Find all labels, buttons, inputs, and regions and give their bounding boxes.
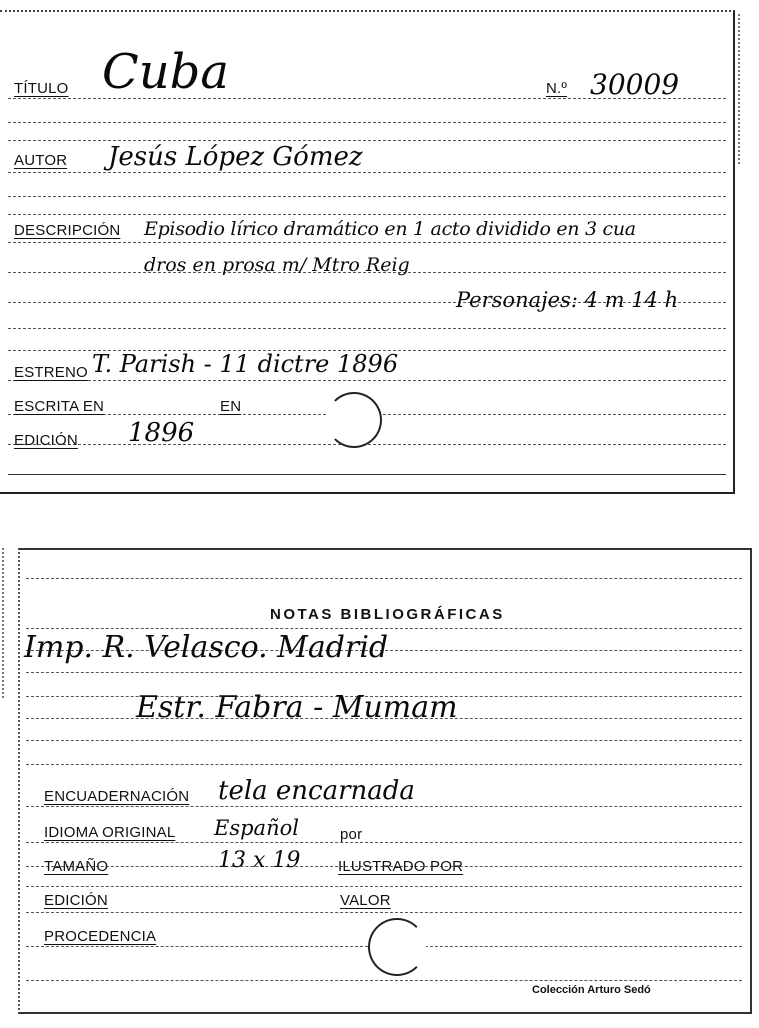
personajes-note: Personajes: 4 m 14 h (456, 288, 679, 312)
edicion-label: EDICIÓN (14, 432, 78, 449)
punch-hole (368, 918, 426, 976)
idioma-value: Español (214, 816, 299, 840)
rule-line (8, 140, 726, 141)
rule-line (26, 912, 742, 913)
scan-edge-noise (2, 548, 12, 698)
rule-line (26, 578, 742, 579)
tamano-value: 13 x 19 (218, 848, 301, 873)
en-label: EN (220, 398, 242, 415)
rule-line (26, 980, 742, 981)
procedencia-label: PROCEDENCIA (44, 928, 157, 945)
descripcion-line1: Episodio lírico dramático en 1 acto dividido en 3 cua (144, 218, 636, 240)
rule-line (8, 214, 726, 215)
titulo-value: Cuba (102, 44, 229, 100)
rule-line (8, 122, 726, 123)
rule-line (26, 842, 742, 843)
valor-label: VALOR (340, 892, 391, 909)
encuadernacion-value: tela encarnada (218, 776, 415, 806)
notas-heading: NOTAS BIBLIOGRÁFICAS (270, 606, 505, 623)
titulo-label: TÍTULO (14, 80, 69, 97)
ilustrado-label: ILUSTRADO POR (338, 858, 464, 875)
rule-line (8, 474, 726, 475)
edicion-label-2: EDICIÓN (44, 892, 108, 909)
punch-hole (326, 392, 382, 448)
scan-edge-noise (738, 14, 748, 164)
rule-line (26, 628, 742, 629)
rule-line (26, 672, 742, 673)
rule-line (26, 886, 742, 887)
rule-line (8, 380, 726, 381)
por-label: por (340, 826, 363, 843)
tamano-label: TAMAÑO (44, 858, 109, 875)
estreno-value: T. Parish - 11 dictre 1896 (92, 350, 399, 378)
rule-line (26, 764, 742, 765)
rule-line (8, 242, 726, 243)
rule-line (8, 172, 726, 173)
rule-line (26, 806, 742, 807)
idioma-label: IDIOMA ORIGINAL (44, 824, 176, 841)
rule-line (26, 740, 742, 741)
autor-value: Jesús López Gómez (108, 142, 363, 172)
catalog-card-front (0, 10, 735, 494)
catalog-card-back (18, 548, 752, 1014)
descripcion-line2: dros en prosa m/ Mtro Reig (144, 254, 410, 276)
escrita-en-label: ESCRITA EN (14, 398, 105, 415)
autor-label: AUTOR (14, 152, 68, 169)
numero-value: 30009 (590, 68, 680, 101)
estreno-label: ESTRENO (14, 364, 88, 381)
notes-line-1: Imp. R. Velasco. Madrid (24, 630, 389, 665)
descripcion-label: DESCRIPCIÓN (14, 222, 121, 239)
notes-line-2: Estr. Fabra - Mumam (136, 690, 458, 725)
edicion-value: 1896 (128, 418, 195, 448)
rule-line (8, 196, 726, 197)
rule-line (8, 328, 726, 329)
numero-label: N.º (546, 80, 568, 97)
collection-credit: Colección Arturo Sedó (532, 984, 651, 996)
encuadernacion-label: ENCUADERNACIÓN (44, 788, 190, 805)
